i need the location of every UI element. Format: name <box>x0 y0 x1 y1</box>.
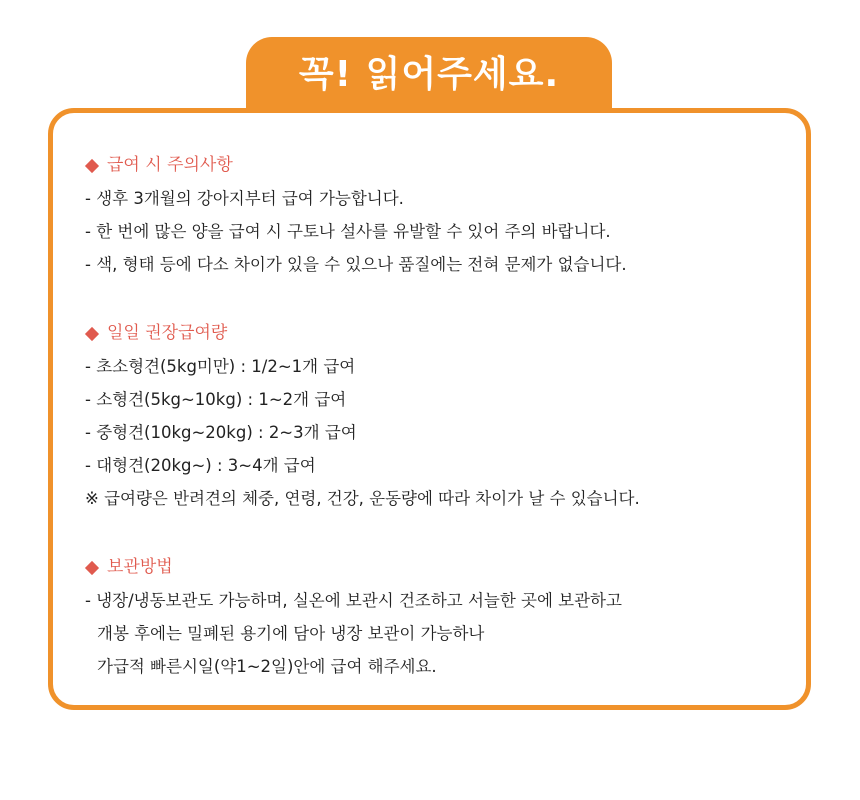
list-item: - 소형견(5kg~10kg) : 1~2개 급여 <box>85 390 347 409</box>
notice-content <box>85 149 786 683</box>
section-heading <box>85 149 786 182</box>
section-heading <box>85 317 786 350</box>
diamond-bullet-icon <box>85 159 99 173</box>
section-storage <box>85 551 786 683</box>
section-daily-amount <box>85 317 786 515</box>
list-item: - 한 번에 많은 양을 급여 시 구토나 설사를 유발할 수 있어 주의 바랍니다. <box>85 222 611 241</box>
notice-box <box>48 108 811 710</box>
list-item: - 중형견(10kg~20kg) : 2~3개 급여 <box>85 423 357 442</box>
list-item-continuation: 가급적 빠른시일(약1~2일)안에 급여 해주세요. <box>97 657 437 676</box>
list-item: ※ 급여량은 반려견의 체중, 연령, 건강, 운동량에 따라 차이가 날 수 있습니다. <box>85 489 640 508</box>
list-item: - 생후 3개월의 강아지부터 급여 가능합니다. <box>85 189 404 208</box>
section-heading-text: 급여 시 주의사항 <box>107 155 233 175</box>
list-item: - 색, 형태 등에 다소 차이가 있을 수 있으나 품질에는 전혀 문제가 없습니다. <box>85 255 627 274</box>
section-heading <box>85 551 786 584</box>
list-item: - 냉장/냉동보관도 가능하며, 실온에 보관시 건조하고 서늘한 곳에 보관하고 <box>85 591 622 610</box>
list-item: - 대형견(20kg~) : 3~4개 급여 <box>85 456 316 475</box>
diamond-bullet-icon <box>85 327 99 341</box>
page-title: 꼭! 읽어주세요. <box>298 54 560 95</box>
list-item-continuation: 개봉 후에는 밀폐된 용기에 담아 냉장 보관이 가능하나 <box>97 624 485 643</box>
section-heading-text: 일일 권장급여량 <box>107 323 228 343</box>
section-heading-text: 보관방법 <box>107 557 173 577</box>
diamond-bullet-icon <box>85 561 99 575</box>
list-item: - 초소형견(5kg미만) : 1/2~1개 급여 <box>85 357 356 376</box>
section-feeding-cautions <box>85 149 786 281</box>
